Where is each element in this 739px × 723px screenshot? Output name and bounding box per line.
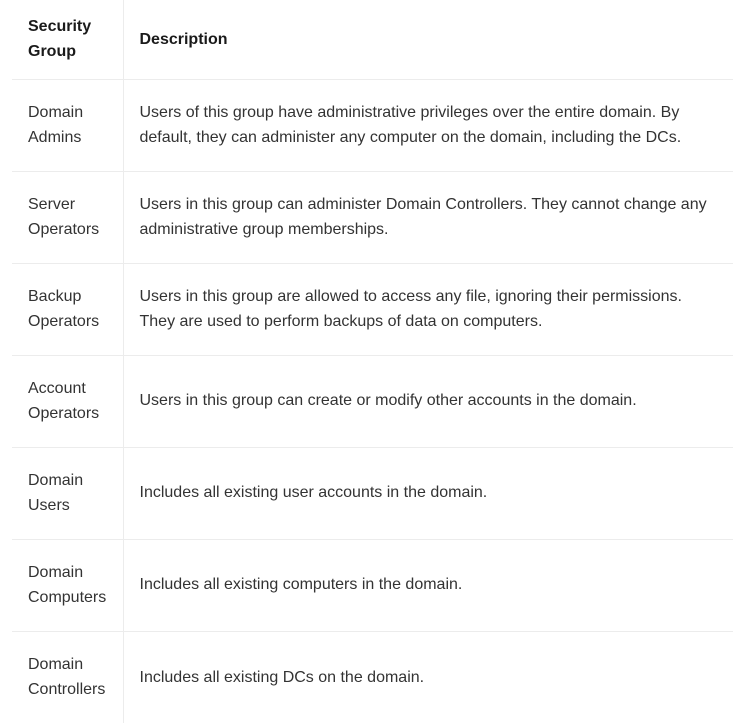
description-cell: Users in this group are allowed to access any file, ignoring their permissions. They are used to perform backups of data on computers. [123, 263, 733, 355]
table-row [12, 263, 733, 355]
table-row [12, 79, 733, 171]
group-cell: Domain Users [12, 447, 123, 539]
description-cell: Includes all existing user accounts in the domain. [123, 447, 733, 539]
security-groups-table [12, 0, 733, 723]
header-description: Description [123, 0, 733, 79]
description-cell: Users of this group have administrative privileges over the entire domain. By default, they can administer any computer on the domain, including the DCs. [123, 79, 733, 171]
group-cell: Domain Controllers [12, 631, 123, 723]
table-row [12, 171, 733, 263]
description-cell: Users in this group can administer Domain Controllers. They cannot change any administrative group memberships. [123, 171, 733, 263]
table-row [12, 447, 733, 539]
description-cell: Users in this group can create or modify other accounts in the domain. [123, 355, 733, 447]
description-cell: Includes all existing DCs on the domain. [139, 668, 425, 686]
group-cell: Backup Operators [12, 263, 123, 355]
table-row [12, 631, 733, 723]
group-cell: Domain Computers [12, 539, 123, 631]
table-header-row [12, 0, 733, 79]
group-cell: Server Operators [12, 171, 123, 263]
description-cell: Includes all existing computers in the domain. [123, 539, 733, 631]
header-security-group: Security Group [12, 0, 123, 79]
group-cell: Domain Admins [12, 79, 123, 171]
table-row [12, 355, 733, 447]
table-row [12, 539, 733, 631]
group-cell: Account Operators [12, 355, 123, 447]
